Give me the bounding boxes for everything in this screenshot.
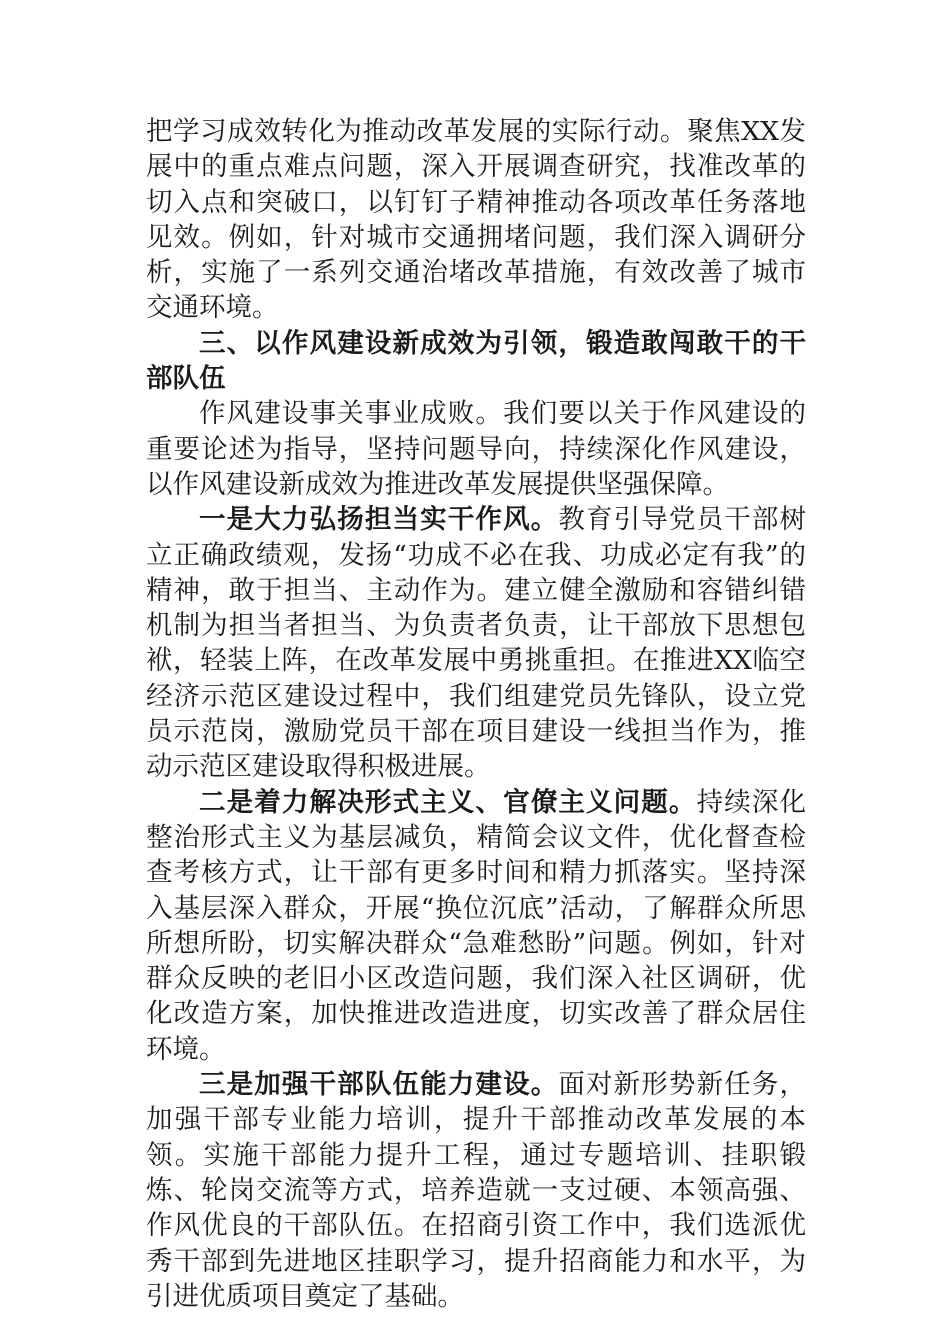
section-heading-3: 三、以作风建设新成效为引领，锻造敢闯敢干的干部队伍 <box>146 327 806 395</box>
paragraph-point-3 <box>146 1067 806 1314</box>
point-3-lead: 三是加强干部队伍能力建设。 <box>199 1069 559 1101</box>
paragraph-point-2 <box>146 785 806 1067</box>
point-2-body: 持续深化整治形式主义为基层减负，精简会议文件，优化督查检查考核方式，让干部有更多时间和精力抓落实。坚持深入基层深入群众，开展“换位沉底”活动，了解群众所思所想所盼，切实解决群众“急难愁盼”问题。例如，针对群众反映的老旧小区改造问题，我们深入社区调研，优化改造方案，加快推进改造进度，切实改善了群众居住环境。 <box>146 786 807 1065</box>
point-3-body: 面对新形势新任务，加强干部专业能力培训，提升干部推动改革发展的本领。实施干部能力提升工程，通过专题培训、挂职锻炼、轮岗交流等方式，培养造就一支过硬、本领高强、作风优良的干部队伍。在招商引资工作中，我们选派优秀干部到先进地区挂职学习，提升招商能力和水平，为引进优质项目奠定了基础。 <box>146 1069 807 1312</box>
point-1-body: 教育引导党员干部树立正确政绩观，发扬“功成不必在我、功成必定有我”的精神，敢于担当、主动作为。建立健全激励和容错纠错机制为担当者担当、为负责者负责，让干部放下思想包袱，轻装上阵，在改革发展中勇挑重担。在推进XX临空经济示范区建设过程中，我们组建党员先锋队，设立党员示范岗，激励党员干部在项目建设一线担当作为，推动示范区建设取得积极进展。 <box>146 504 807 783</box>
document-page <box>146 114 806 1314</box>
paragraph-section-intro: 作风建设事关事业成败。我们要以关于作风建设的重要论述为指导，坚持问题导向，持续深化作风建设，以作风建设新成效为推进改革发展提供坚强保障。 <box>146 398 806 500</box>
paragraph-continuation: 把学习成效转化为推动改革发展的实际行动。聚焦XX发展中的重点难点问题，深入开展调查研究，找准改革的切入点和突破口，以钉钉子精神推动各项改革任务落地见效。例如，针对城市交通拥堵问题，我们深入调研分析，实施了一系列交通治堵改革措施，有效改善了城市交通环境。 <box>146 116 806 324</box>
point-1-lead: 一是大力弘扬担当实干作风。 <box>199 504 559 536</box>
paragraph-point-1 <box>146 502 806 784</box>
point-2-lead: 二是着力解决形式主义、官僚主义问题。 <box>199 786 697 818</box>
